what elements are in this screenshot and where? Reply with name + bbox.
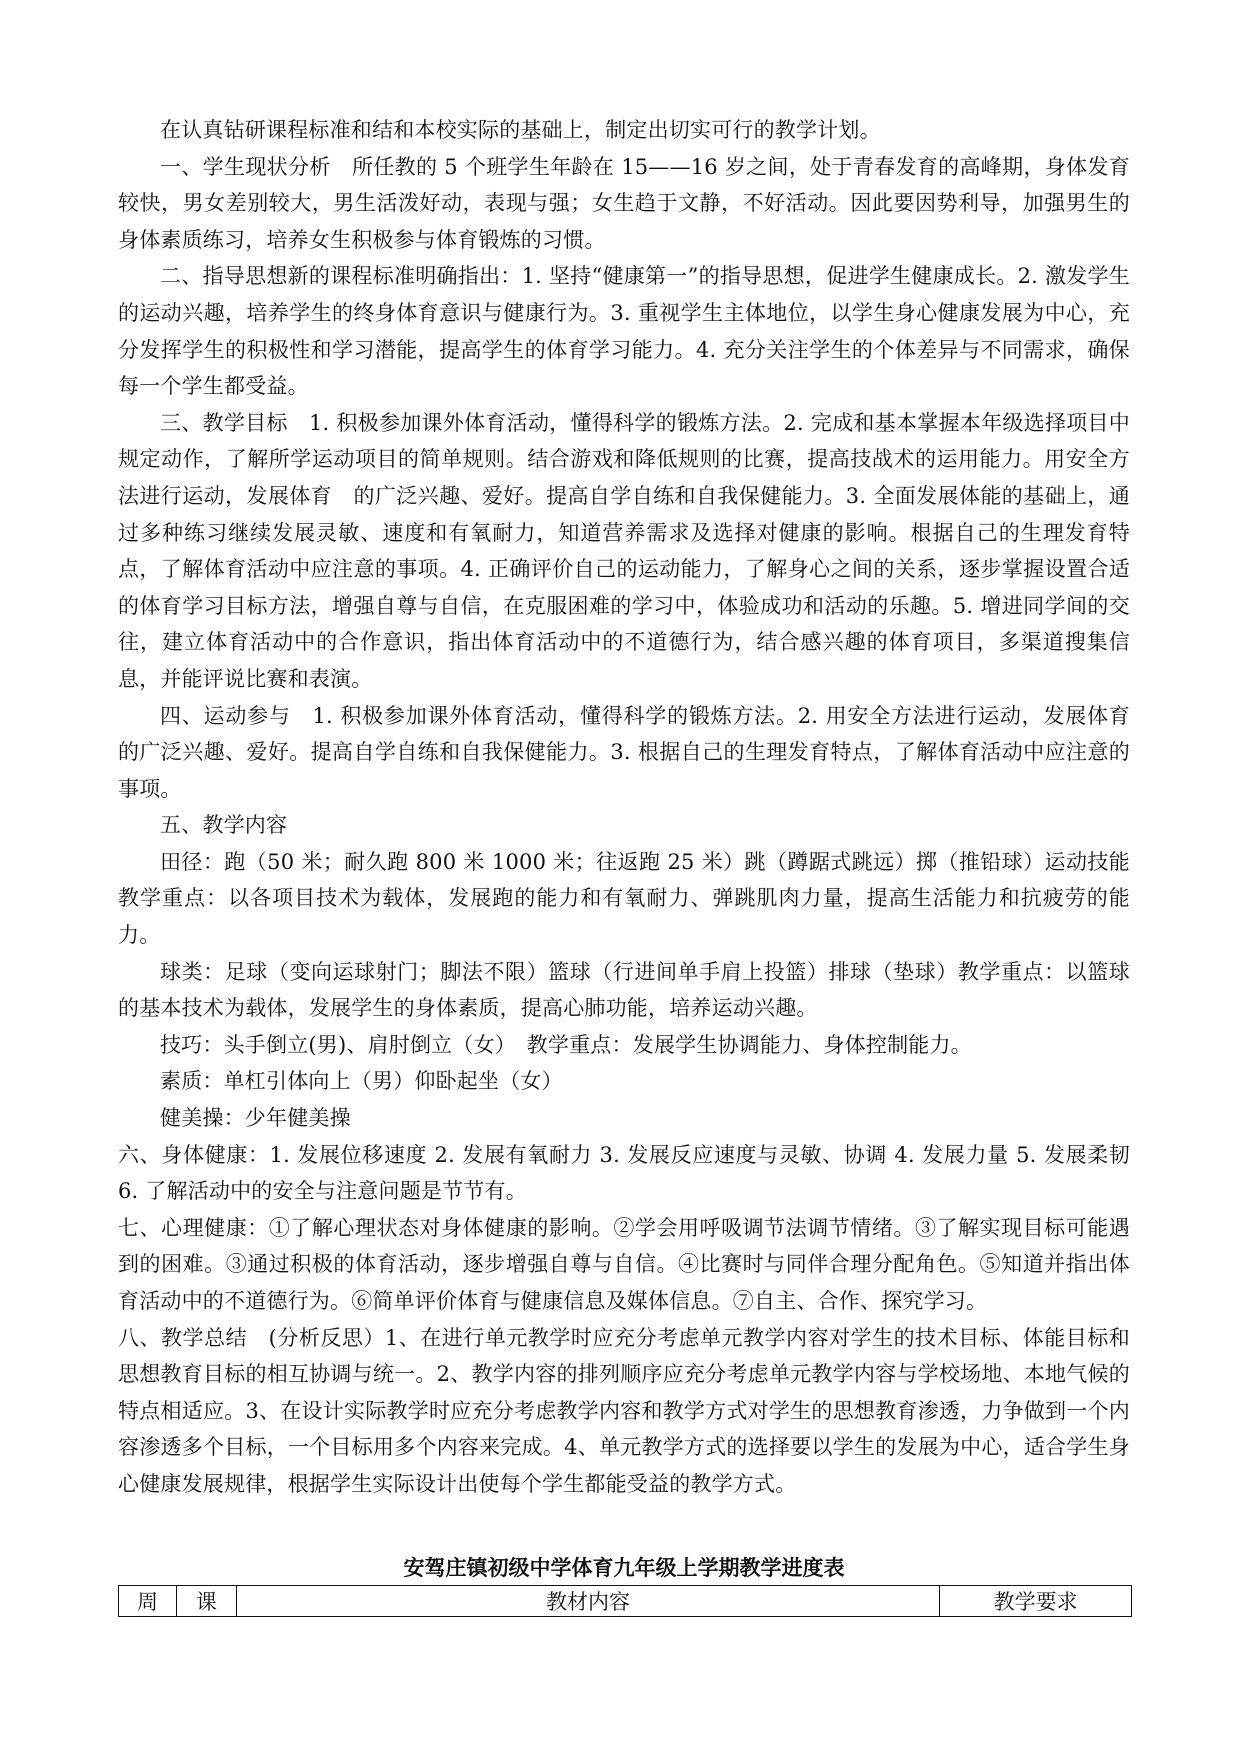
header-lesson: 课	[176, 1586, 236, 1617]
paragraph-gymnastics: 技巧：头手倒立(男)、肩肘倒立（女） 教学重点：发展学生协调能力、身体控制能力。	[160, 1032, 972, 1057]
paragraph-guiding-ideology: 二、指导思想新的课程标准明确指出：1. 坚持“健康第一”的指导思想，促进学生健康成长。2. 激发学生的运动兴趣，培养学生的终身体育意识与健康行为。3. 重视学生主体地位，以学生身心健康发展为中心，充分发挥学生的积极性和学习潜能，提高学生的体育学习能力。4. 充分关注学生的个体差异与不同需求，确保每一个学生都受益。	[118, 264, 1130, 399]
paragraph-sports-participation: 四、运动参与 1. 积极参加课外体育活动，懂得科学的锻炼方法。2. 用安全方法进行运动，发展体育 的广泛兴趣、爱好。提高自学自练和自我保健能力。3. 根据自己的生理发育特点，了解体育活动中应注意的事项。	[118, 703, 1152, 801]
progress-table	[118, 1585, 1132, 1617]
table-header-row	[119, 1586, 1132, 1617]
paragraph-teaching-content-heading: 五、教学内容	[160, 813, 288, 838]
paragraph-ball-games: 球类：足球（变向运球射门；脚法不限）篮球（行进间单手肩上投篮）排球（垫球）教学重点：以篮球的基本技术为载体，发展学生的身体素质，提高心肺功能，培养运动兴趣。	[118, 959, 1130, 1021]
paragraph-teaching-summary: 八、教学总结 (分析反思）1、在进行单元教学时应充分考虑单元教学内容对学生的技术目标、体能目标和思想教育目标的相互协调与统一。2、教学内容的排列顺序应充分考虑单元教学内容与学校场地、本地气候的特点相适应。3、在设计实际教学时应充分考虑教学内容和教学方式对学生的思想教育渗透，力争做到一个内容渗透多个目标，一个目标用多个内容来完成。4、单元教学方式的选择要以学生的发展为中心，适合学生身心健康发展规律，根据学生实际设计出使每个学生都能受益的教学方式。	[118, 1325, 1130, 1496]
paragraph-aerobics: 健美操：少年健美操	[160, 1106, 351, 1131]
paragraph-physical-health: 六、身体健康：1. 发展位移速度 2. 发展有氧耐力 3. 发展反应速度与灵敏、协调 4. 发展力量 5. 发展柔韧 6. 了解活动中的安全与注意问题是节节有。	[118, 1142, 1130, 1204]
paragraph-fitness: 素质：单杠引体向上（男）仰卧起坐（女）	[160, 1069, 563, 1094]
paragraph-teaching-goals: 三、教学目标 1. 积极参加课外体育活动，懂得科学的锻炼方法。2. 完成和基本掌握本年级选择项目中规定动作，了解所学运动项目的简单规则。结合游戏和降低规则的比赛，提高技战术的运用能力。用安全方法进行运动，发展体育 的广泛兴趣、爱好。提高自学自练和自我保健能力。3. 全面发展体能的基础上，通过多种练习继续发展灵敏、速度和有氧耐力，知道营养需求及选择对健康的影响。根据自己的生理发育特点，了解体育活动中应注意的事项。4. 正确评价自己的运动能力，了解身心之间的关系，逐步掌握设置合适的体育学习目标方法，增强自尊与自信，在克服困难的学习中，体验成功和活动的乐趣。5. 增进同学间的交往，建立体育活动中的合作意识，指出体育活动中的不道德行为，结合感兴趣的体育项目，多渠道搜集信息，并能评说比赛和表演。	[118, 410, 1130, 691]
paragraph-intro: 在认真钻研课程标准和结和本校实际的基础上，制定出切实可行的教学计划。	[160, 118, 881, 142]
header-requirements: 教学要求	[940, 1586, 1132, 1617]
table-title: 安驾庄镇初级中学体育九年级上学期教学进度表	[403, 1555, 845, 1580]
paragraph-student-analysis: 一、学生现状分析 所任教的 5 个班学生年龄在 15——16 岁之间，处于青春发育的高峰期，身体发育较快，男女差别较大，男生活泼好动，表现与强；女生趋于文静，不好活动。因此要因势利导，加强男生的身体素质练习，培养女生积极参与体育锻炼的习惯。	[118, 154, 1130, 252]
header-content: 教材内容	[236, 1586, 939, 1617]
document-body	[118, 112, 1152, 1503]
header-week: 周	[119, 1586, 177, 1617]
paragraph-track-field: 田径：跑（50 米；耐久跑 800 米 1000 米；往返跑 25 米）跳（蹲踞式跳远）掷（推铅球）运动技能 教学重点：以各项目技术为载体，发展跑的能力和有氧耐力、弹跳肌肉力量，提高生活能力和抗疲劳的能力。	[118, 849, 1152, 948]
paragraph-mental-health: 七、心理健康：①了解心理状态对身体健康的影响。②学会用呼吸调节法调节情绪。③了解实现目标可能遇到的困难。③通过积极的体育活动，逐步增强自尊与自信。④比赛时与同伴合理分配角色。⑤知道并指出体育活动中的不道德行为。⑥简单评价体育与健康信息及媒体信息。⑦自主、合作、探究学习。	[118, 1215, 1130, 1313]
